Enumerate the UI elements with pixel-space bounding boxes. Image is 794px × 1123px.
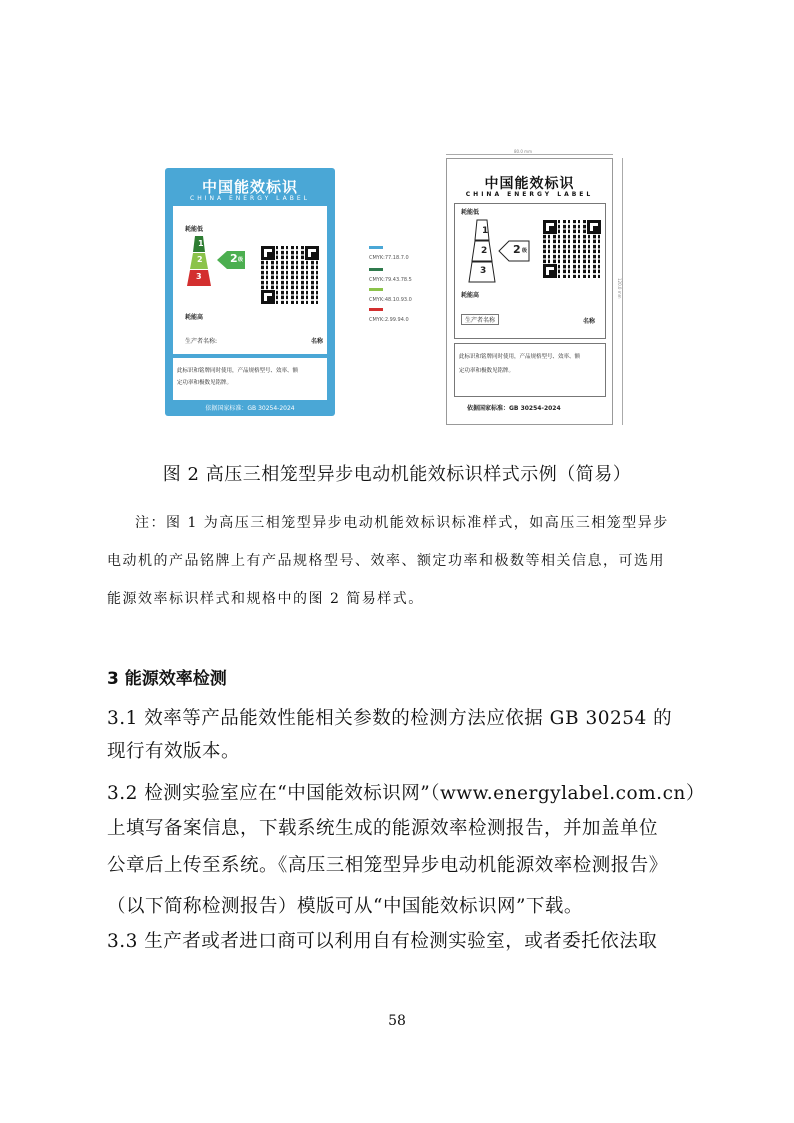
cmyk-dark-green: CMYK:79.43.78.5	[369, 277, 412, 283]
spec-title: 中国能效标识	[484, 176, 575, 192]
spec-info-line-1: 此标识和铭牌同时使用，产品规格型号、效率、额	[459, 354, 581, 360]
label-subtitle: CHINA ENERGY LABEL	[190, 195, 310, 202]
low-consumption-text: 耗能低	[185, 226, 204, 233]
grade-1: 1	[198, 239, 204, 248]
energy-label-color	[165, 168, 335, 416]
swatch-dark-green	[369, 268, 383, 271]
page-number: 58	[388, 1013, 406, 1029]
cmyk-red: CMYK:2.99.94.0	[369, 317, 409, 323]
height-dimension-line	[622, 158, 623, 425]
current-grade-suffix: 级	[238, 257, 244, 263]
note-line-1: 注：图 1 为高压三相笼型异步电动机能效标识标准样式，如高压三相笼型异步	[135, 515, 669, 531]
paragraph-line-3: 3.2 检测实验室应在“中国能效标识网”（www.energylabel.com.cn）	[107, 783, 705, 804]
paragraph-line-6: （以下简称检测报告）模版可从“中国能效标识网”下载。	[107, 896, 583, 917]
info-line-2: 定功率和极数见铭牌。	[177, 380, 233, 386]
paragraph-line-7: 3.3 生产者或者进口商可以利用自有检测实验室，或者委托依法取	[107, 931, 658, 952]
swatch-light-green	[369, 288, 383, 291]
cmyk-blue: CMYK:77.18.7.0	[369, 255, 409, 261]
figure-caption: 图 2 高压三相笼型异步电动机能效标识样式示例（简易）	[162, 464, 632, 485]
spec-current-grade-suffix: 级	[522, 248, 528, 254]
spec-info-line-2: 定功率和极数见铭牌。	[459, 368, 515, 374]
paragraph-line-2: 现行有效版本。	[107, 741, 241, 762]
energy-label-spec	[446, 158, 613, 425]
height-dimension: 120.0 mm	[617, 278, 622, 299]
label-info-panel	[173, 358, 327, 400]
spec-grade-3: 3	[480, 266, 487, 276]
current-grade: 2	[230, 252, 238, 265]
energy-label-figure	[162, 148, 628, 433]
paragraph-line-1: 3.1 效率等产品能效性能相关参数的检测方法应依据 GB 30254 的	[107, 708, 673, 729]
section-heading: 3 能源效率检测	[107, 669, 227, 689]
spec-standard: 依据国家标准：GB 30254-2024	[467, 405, 561, 412]
note-line-3: 能源效率标识样式和规格中的图 2 简易样式。	[107, 591, 424, 607]
label-title: 中国能效标识	[201, 178, 298, 196]
producer-value: 名称	[311, 338, 324, 345]
label-standard: 依据国家标准：GB 30254-2024	[205, 405, 295, 412]
paragraph-line-5: 公章后上传至系统。《高压三相笼型异步电动机能源效率检测报告》	[107, 855, 668, 876]
width-dimension-line	[446, 154, 613, 155]
producer-label: 生产者名称:	[185, 338, 218, 345]
grade-2: 2	[197, 255, 203, 264]
spec-low-consumption: 耗能低	[461, 209, 480, 216]
swatch-blue	[369, 246, 383, 249]
grade-3: 3	[196, 272, 202, 281]
cmyk-light-green: CMYK:48.10.93.0	[369, 297, 412, 303]
spec-high-consumption: 耗能高	[461, 292, 480, 299]
paragraph-line-4: 上填写备案信息，下载系统生成的能源效率检测报告，并加盖单位	[107, 818, 659, 839]
spec-main-box	[454, 203, 606, 339]
spec-info-box	[454, 343, 606, 397]
spec-producer-value: 名称	[583, 318, 596, 325]
spec-grade-2: 2	[481, 246, 488, 256]
spec-subtitle: CHINA ENERGY LABEL	[465, 191, 594, 198]
spec-grade-1: 1	[482, 226, 489, 236]
spec-producer-label: 生产者名称	[461, 314, 499, 325]
note-line-2: 电动机的产品铭牌上有产品规格型号、效率、额定功率和极数等相关信息，可选用	[107, 553, 665, 569]
info-line-1: 此标识和铭牌同时使用，产品规格型号、效率、额	[177, 368, 299, 374]
high-consumption-text: 耗能高	[185, 314, 204, 321]
qr-code-icon	[261, 246, 319, 304]
width-dimension: 80.0 mm	[514, 149, 532, 154]
spec-current-grade: 2	[513, 243, 521, 256]
label-main-panel	[173, 206, 327, 354]
swatch-red	[369, 308, 383, 311]
spec-qr-code-icon	[543, 220, 601, 278]
